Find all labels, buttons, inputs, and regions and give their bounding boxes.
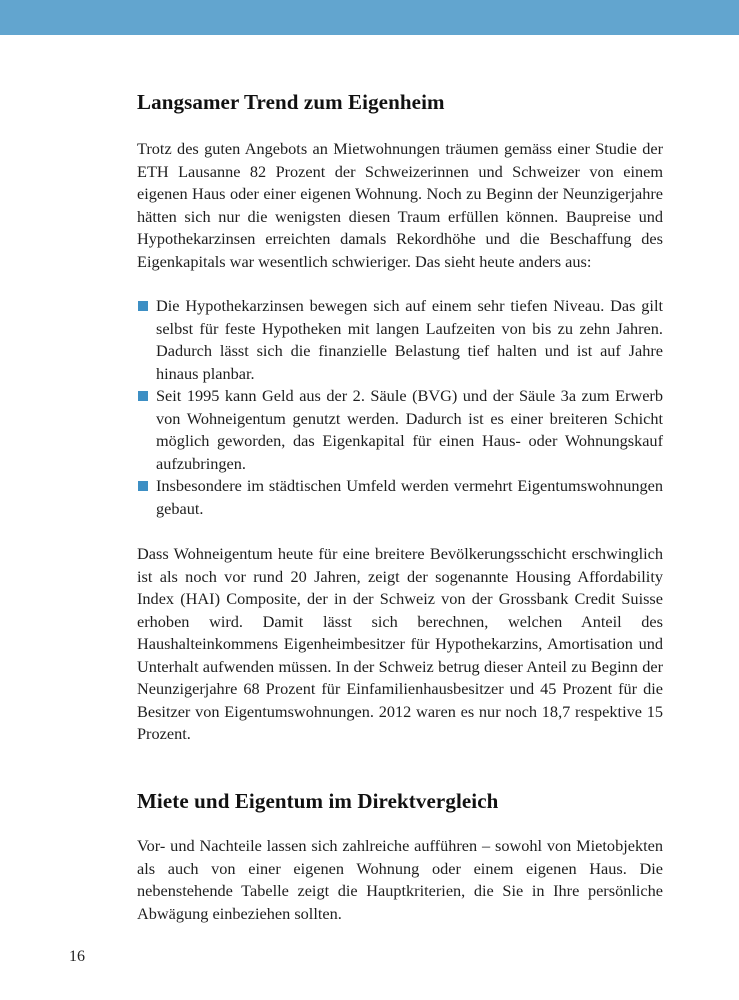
list-item bbox=[137, 475, 663, 520]
list-item-text: Insbesondere im städtischen Umfeld werden vermehrt Eigentumswohnungen gebaut. bbox=[156, 476, 663, 518]
square-bullet-icon bbox=[138, 301, 148, 311]
comparison-paragraph: Vor- und Nachteile lassen sich zahlreiche aufführen – sowohl von Mietobjekten als auch von einer eigenen Wohnung oder einem eigenen Haus. Die nebenstehende Tabelle zeigt die Hauptkriterien, die Sie in Ihre persönliche Abwägung einbeziehen sollten. bbox=[137, 836, 663, 923]
list-item-text: Die Hypothekarzinsen bewegen sich auf einem sehr tiefen Niveau. Das gilt selbst für feste Hypotheken mit langen Laufzeiten von bis zu zehn Jahren. Dadurch lässt sich die finanzielle Belastung tief halten und ist auf Jahre hinaus planbar. bbox=[156, 296, 663, 383]
section-heading-trend: Langsamer Trend zum Eigenheim bbox=[137, 90, 445, 114]
bullet-list bbox=[137, 295, 663, 520]
list-item bbox=[137, 385, 663, 475]
square-bullet-icon bbox=[138, 481, 148, 491]
section-heading-comparison: Miete und Eigentum im Direktvergleich bbox=[137, 789, 499, 813]
hai-paragraph: Dass Wohneigentum heute für eine breitere Bevölkerungsschicht erschwinglich ist als noch vor rund 20 Jahren, zeigt der sogenannte Housing Affordability Index (HAI) Composite, der in der Schweiz von der Grossbank Credit Suisse erhoben wird. Damit lässt sich berechnen, welchen Anteil des Haushalteinkommens Eigenheimbesitzer für Hypothekarzins, Amortisation und Unterhalt aufwenden müssen. In der Schweiz betrug dieser Anteil zu Beginn der Neunzigerjahre 68 Prozent für Einfamilienhausbesitzer und 45 Prozent für die Besitzer von Eigentumswohnungen. 2012 waren es nur noch 18,7 respektive 15 Prozent. bbox=[137, 544, 663, 743]
intro-paragraph: Trotz des guten Angebots an Mietwohnungen träumen gemäss einer Studie der ETH Lausanne 82 Prozent der Schweizerinnen und Schweizer von einem eigenen Haus oder einer eigenen Wohnung. Noch zu Beginn der Neunzigerjahre hätten sich nur die wenigsten diesen Traum erfüllen können. Baupreise und Hypothekarzinsen erreichten damals Rekordhöhe und die Beschaffung des Eigenkapitals war wesentlich schwieriger. Das sieht heute anders aus: bbox=[137, 139, 663, 271]
top-color-band bbox=[0, 0, 739, 35]
list-item-text: Seit 1995 kann Geld aus der 2. Säule (BVG) und der Säule 3a zum Erwerb von Wohneigentum genutzt werden. Dadurch ist es einer breiteren Schicht möglich geworden, das Eigenkapital für einen Haus- oder Wohnungskauf aufzubringen. bbox=[156, 386, 663, 473]
list-item bbox=[137, 295, 663, 385]
square-bullet-icon bbox=[138, 391, 148, 401]
page-number: 16 bbox=[69, 948, 85, 965]
